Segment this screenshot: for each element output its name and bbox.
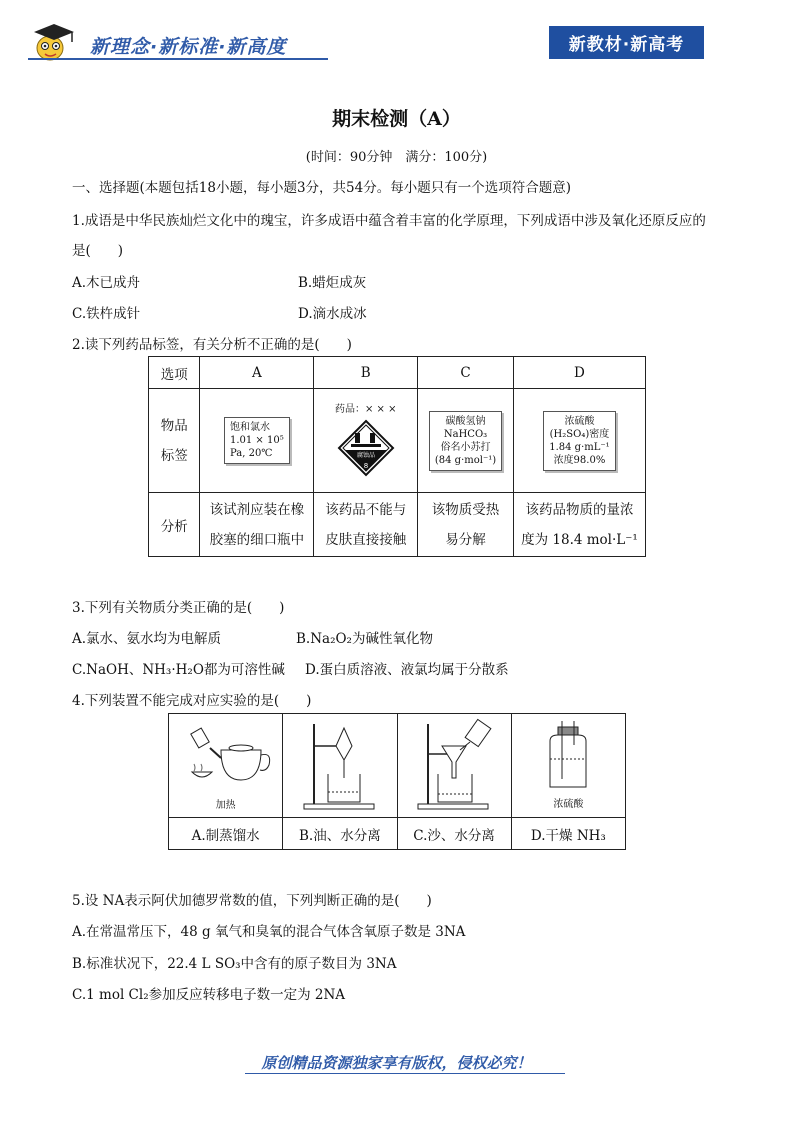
table-header-b: B xyxy=(314,357,418,389)
q4-option-d: D.干燥 NH₃ xyxy=(511,818,625,850)
analysis-d-line1: 该药品物质的量浓 xyxy=(525,501,634,518)
apparatus-b-cell xyxy=(283,714,397,818)
label-a-line3: Pa, 20℃ xyxy=(229,448,273,459)
analysis-c-line2: 易分解 xyxy=(445,531,486,548)
cell-label-d xyxy=(513,389,645,493)
label-c-line3: 俗名小苏打 xyxy=(440,441,491,453)
cell-label-c xyxy=(418,389,514,493)
label-d-line4: 浓度98.0% xyxy=(553,454,606,466)
q4-option-c: C.沙、水分离 xyxy=(397,818,511,850)
q2-stem: 2.读下列药品标签，有关分析不正确的是( ) xyxy=(72,337,352,353)
table-header-c: C xyxy=(418,357,514,389)
table-header-a: A xyxy=(200,357,314,389)
label-card-d xyxy=(543,411,615,471)
teapot-heating-icon xyxy=(176,720,276,790)
apparatus-table xyxy=(168,713,626,850)
corrosive-hazard-icon xyxy=(337,419,395,477)
apparatus-c-cell xyxy=(397,714,511,818)
analysis-a-line2: 胶塞的细口瓶中 xyxy=(209,531,305,548)
label-d-line2: (H₂SO₄)密度 xyxy=(549,428,610,440)
drug-label-table xyxy=(148,356,646,557)
section-heading: 一、选择题(本题包括18小题，每小题3分，共54分。每小题只有一个选项符合题意) xyxy=(72,180,571,196)
analysis-b-line2: 皮肤直接接触 xyxy=(325,531,407,548)
apparatus-a-cell xyxy=(169,714,283,818)
apparatus-a-caption: 加热 xyxy=(215,800,236,811)
cell-label-a xyxy=(200,389,314,493)
row-label-item xyxy=(149,389,200,493)
label-c-line2: NaHCO₃ xyxy=(443,428,488,440)
q1-option-a: A.木已成舟 xyxy=(72,275,141,291)
copyright-footer: 原创精品资源独家享有版权，侵权必究！ xyxy=(261,1054,532,1072)
table-header-option: 选项 xyxy=(149,357,200,389)
label-c-line1: 碳酸氢钠 xyxy=(445,415,486,427)
q3-option-d: D.蛋白质溶液、液氯均属于分散系 xyxy=(305,662,509,678)
q1-option-c: C.铁杵成针 xyxy=(72,306,141,322)
q1-stem-line1: 1.成语是中华民族灿烂文化中的瑰宝，许多成语中蕴含着丰富的化学原理，下列成语中涉及氧化还原反应的 xyxy=(72,213,706,229)
row-label-line2: 标签 xyxy=(160,447,188,464)
corrosive-sign-text: 腐蚀品 xyxy=(356,452,375,459)
label-card-a xyxy=(224,417,290,464)
analysis-b-line1: 该药品不能与 xyxy=(325,501,407,518)
row-label-line1: 物品 xyxy=(160,417,188,434)
label-a-line1: 饱和氯水 xyxy=(229,422,270,433)
q4-option-b: B.油、水分离 xyxy=(283,818,397,850)
label-d-line1: 浓硫酸 xyxy=(564,415,595,427)
gas-washing-bottle-icon xyxy=(518,721,618,791)
q1-stem-line2: 是( ) xyxy=(72,243,124,259)
q1-option-b: B.蜡炬成灰 xyxy=(298,275,367,291)
apparatus-d-caption: 浓硫酸 xyxy=(553,799,584,810)
label-b-top: 药品：× × × xyxy=(334,404,397,415)
cell-analysis-d xyxy=(513,493,645,557)
label-card-c xyxy=(429,411,502,471)
cell-analysis-a xyxy=(200,493,314,557)
analysis-a-line1: 该试剂应装在橡 xyxy=(209,501,305,518)
exam-time-score: (时间：90分钟 满分：100分) xyxy=(305,150,488,165)
apparatus-d-cell xyxy=(511,714,625,818)
q4-option-a: A.制蒸馏水 xyxy=(169,818,283,850)
footer-underline xyxy=(245,1073,565,1074)
analysis-d-line2: 度为 18.4 mol·L⁻¹ xyxy=(521,531,638,548)
q3-option-a: A.氯水、氨水均为电解质 xyxy=(72,631,222,647)
row-label-analysis: 分析 xyxy=(149,493,200,557)
q1-option-d: D.滴水成冰 xyxy=(298,306,367,322)
q3-option-b: B.Na₂O₂为碱性氧化物 xyxy=(296,631,433,647)
analysis-c-line1: 该物质受热 xyxy=(431,501,500,518)
page-title: 期末检测（A） xyxy=(332,108,461,130)
q5-option-c: C.1 mol Cl₂参加反应转移电子数一定为 2NA xyxy=(72,987,346,1003)
cell-analysis-b xyxy=(314,493,418,557)
label-d-line3: 1.84 g·mL⁻¹ xyxy=(549,441,610,453)
label-c-line4: (84 g·mol⁻¹) xyxy=(434,454,497,466)
q5-option-a: A.在常温常压下，48 g 氧气和臭氧的混合气体含氧原子数是 3NA xyxy=(72,924,466,940)
header-badge: 新教材·新高考 xyxy=(549,26,704,59)
q5-option-b: B.标准状况下，22.4 L SO₃中含有的原子数目为 3NA xyxy=(72,956,397,972)
filtration-icon xyxy=(404,716,504,812)
q5-stem: 5.设 NA表示阿伏加德罗常数的值，下列判断正确的是( ) xyxy=(72,893,432,909)
cell-label-b xyxy=(314,389,418,493)
corrosive-sign-number: 8 xyxy=(363,462,368,470)
q4-stem: 4.下列装置不能完成对应实验的是( ) xyxy=(72,693,312,709)
table-header-d: D xyxy=(513,357,645,389)
header-slogan: 新理念·新标准·新高度 xyxy=(90,36,287,58)
separatory-funnel-icon xyxy=(290,716,390,812)
cell-analysis-c xyxy=(418,493,514,557)
label-a-line2: 1.01 × 10⁵ xyxy=(229,435,284,446)
header-underline xyxy=(28,58,328,60)
q3-stem: 3.下列有关物质分类正确的是( ) xyxy=(72,600,285,616)
q3-option-c: C.NaOH、NH₃·H₂O都为可溶性碱 xyxy=(72,662,285,678)
